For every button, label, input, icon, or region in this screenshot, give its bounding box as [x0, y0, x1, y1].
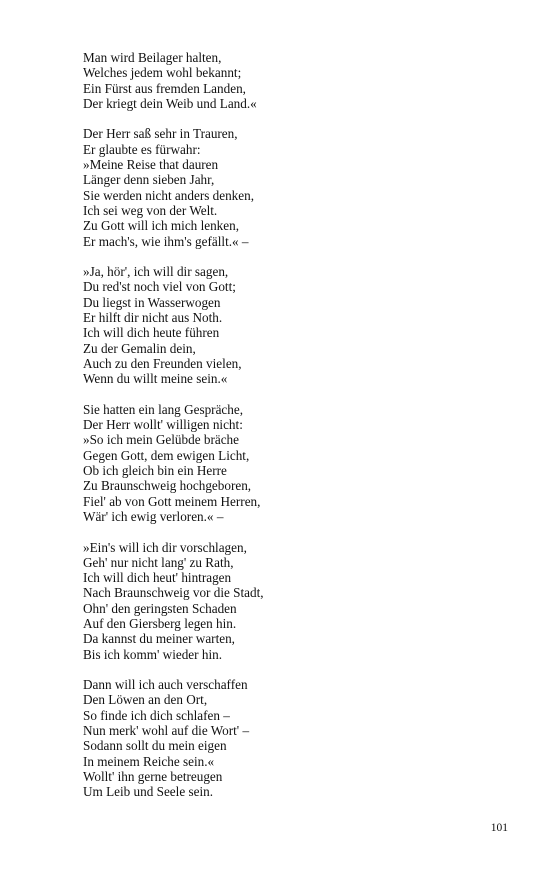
poem-line: »Meine Reise that dauren: [83, 157, 219, 173]
stanza-4: [83, 402, 503, 524]
poem-line: Den Löwen an den Ort,: [83, 692, 208, 708]
poem-line: Nun merk' wohl auf die Wort' –: [83, 723, 250, 739]
poem-line: Wollt' ihn gerne betreugen: [83, 768, 223, 784]
poem-line: Ich sei weg von der Welt.: [83, 202, 218, 218]
stanza-5: [83, 540, 503, 662]
poem-line: Gegen Gott, dem ewigen Licht,: [83, 447, 250, 463]
poem-line: In meinem Reiche sein.«: [83, 753, 215, 769]
poem-line: Du red'st noch viel von Gott;: [83, 279, 236, 295]
poem-line: Ein Fürst aus fremden Landen,: [83, 80, 246, 96]
poem-line: »Ein's will ich dir vorschlagen,: [83, 539, 247, 555]
poem-line: Er hilft dir nicht aus Noth.: [83, 310, 223, 326]
poem-line: So finde ich dich schlafen –: [83, 707, 230, 723]
stanza-6: [83, 677, 503, 799]
poem-line: Fiel' ab von Gott meinem Herren,: [83, 493, 261, 509]
poem-line: Bis ich komm' wieder hin.: [83, 646, 222, 662]
poem-line: Sie hatten ein lang Gespräche,: [83, 401, 244, 417]
poem-line: Da kannst du meiner warten,: [83, 631, 235, 647]
poem-line: Sodann sollt du mein eigen: [83, 738, 227, 754]
stanza-1: [83, 50, 503, 111]
poem-line: Sie werden nicht anders denken,: [83, 187, 255, 203]
poem-line: Welches jedem wohl bekannt;: [83, 65, 242, 81]
poem-line: Zu Gott will ich mich lenken,: [83, 218, 240, 234]
poem-line: Ich will dich heute führen: [83, 325, 220, 341]
poem-line: Länger denn sieben Jahr,: [83, 172, 215, 188]
poem-line: Du liegst in Wasserwogen: [83, 294, 221, 310]
poem-line: Ich will dich heut' hintragen: [83, 570, 232, 586]
page-number: 101: [490, 822, 508, 834]
poem-text: [83, 50, 503, 800]
poem-line: Um Leib und Seele sein.: [83, 784, 214, 800]
poem-line: Der kriegt dein Weib und Land.«: [83, 95, 257, 111]
poem-line: Ob ich gleich bin ein Herre: [83, 463, 227, 479]
stanza-3: [83, 264, 503, 386]
poem-line: Der Herr wollt' willigen nicht:: [83, 417, 243, 433]
poem-line: »So ich mein Gelübde bräche: [83, 432, 240, 448]
poem-line: Auch zu den Freunden vielen,: [83, 355, 242, 371]
poem-line: Wär' ich ewig verloren.« –: [83, 508, 224, 524]
poem-line: Geh' nur nicht lang' zu Rath,: [83, 554, 234, 570]
poem-line: Zu Braunschweig hochgeboren,: [83, 478, 252, 494]
poem-line: »Ja, hör', ich will dir sagen,: [83, 264, 229, 280]
poem-line: Dann will ich auch verschaffen: [83, 677, 248, 693]
poem-line: Ohn' den geringsten Schaden: [83, 600, 237, 616]
poem-line: Man wird Beilager halten,: [83, 50, 222, 65]
poem-line: Er mach's, wie ihm's gefällt.« –: [83, 233, 249, 249]
poem-line: Wenn du willt meine sein.«: [83, 371, 228, 387]
poem-line: Zu der Gemalin dein,: [83, 340, 196, 356]
poem-line: Er glaubte es fürwahr:: [83, 141, 201, 157]
stanza-2: [83, 126, 503, 248]
poem-line: Nach Braunschweig vor die Stadt,: [83, 585, 264, 601]
poem-line: Auf den Giersberg legen hin.: [83, 615, 237, 631]
poem-line: Der Herr saß sehr in Trauren,: [83, 126, 238, 142]
